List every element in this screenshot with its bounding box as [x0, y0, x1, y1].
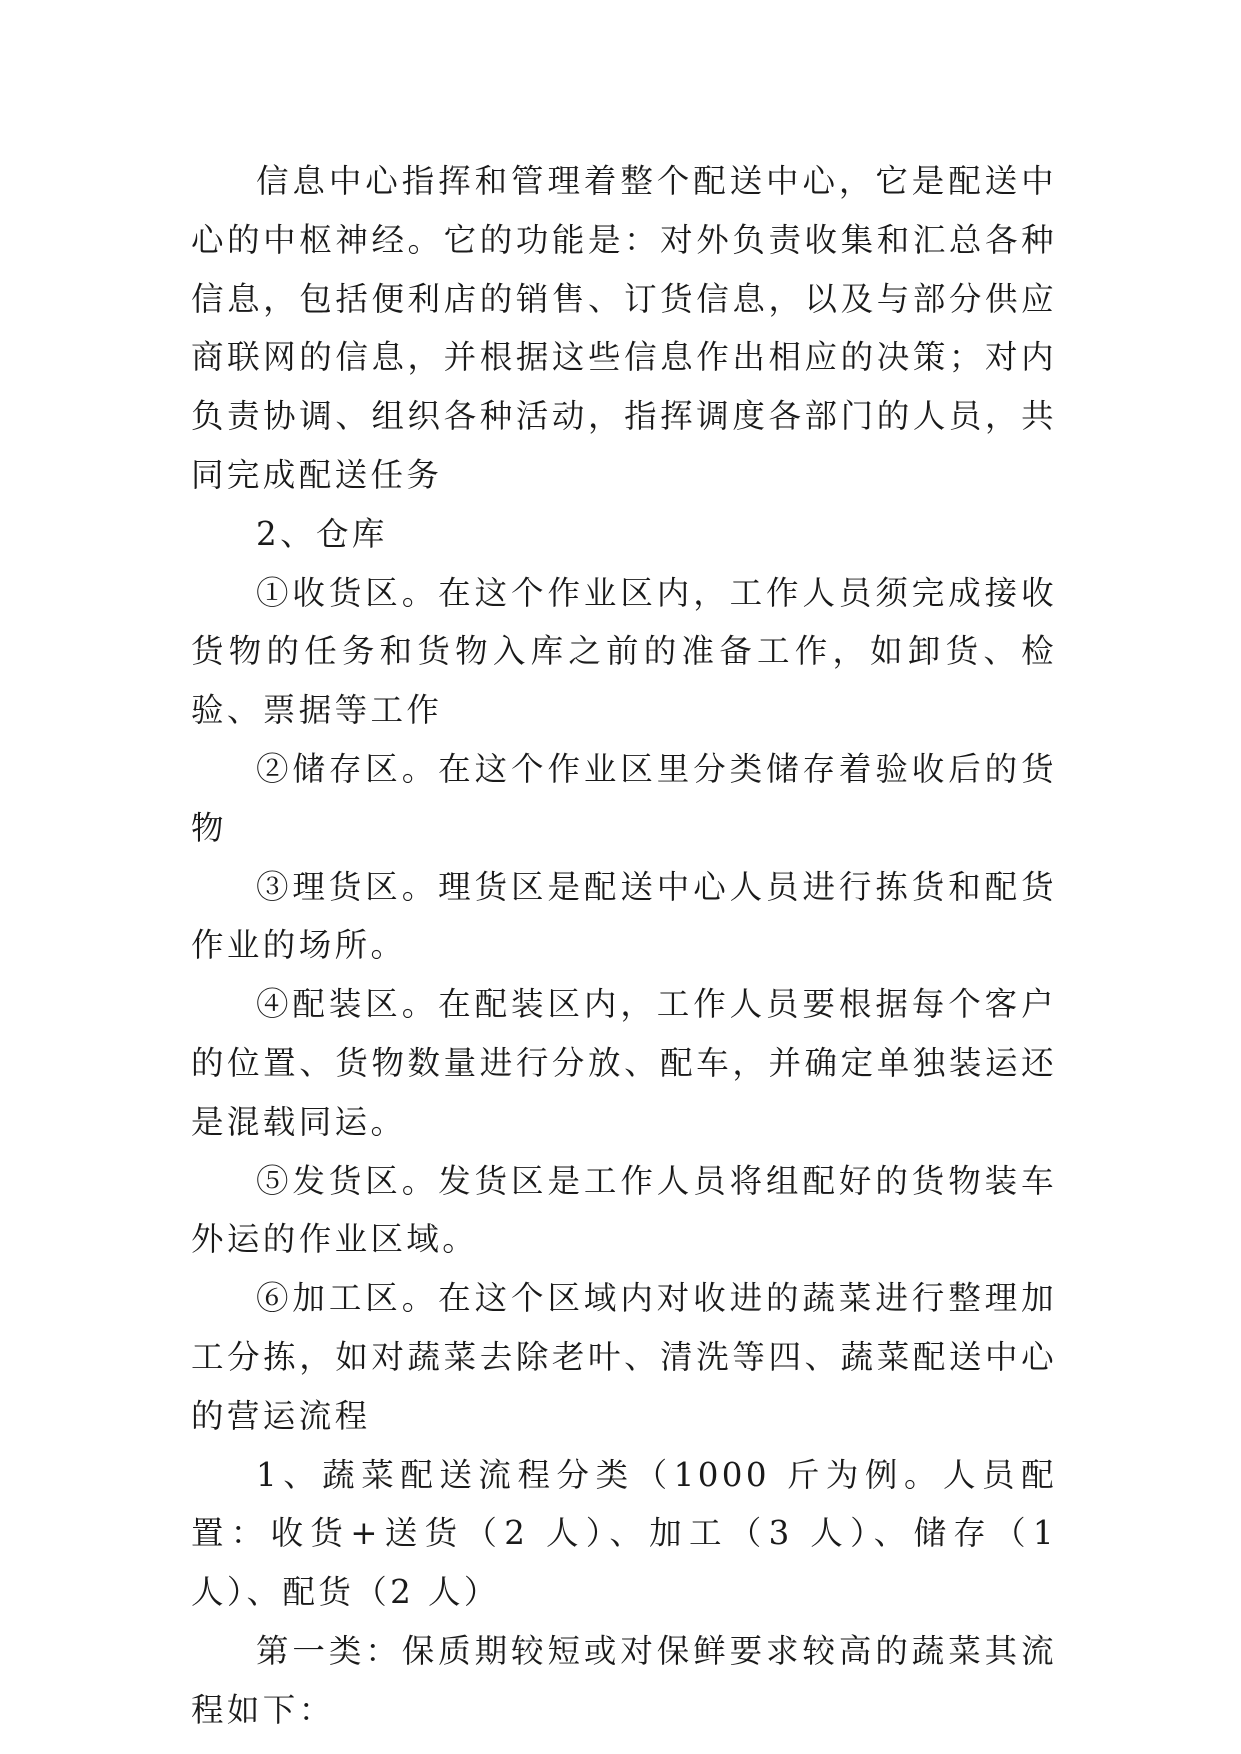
document-body	[191, 152, 1057, 1740]
paragraph-receiving-area: ①收货区。在这个作业区内，工作人员须完成接收货物的任务和货物入库之前的准备工作，如卸货、检验、票据等工作	[191, 573, 1057, 730]
paragraph-first-category: 第一类：保质期较短或对保鲜要求较高的蔬菜其流程如下：	[191, 1631, 1057, 1729]
heading-warehouse: 2、仓库	[256, 514, 388, 553]
paragraph-info-center: 信息中心指挥和管理着整个配送中心，它是配送中心的中枢神经。它的功能是：对外负责收集和汇总各种信息，包括便利店的销售、订货信息，以及与部分供应商联网的信息，并根据这些信息作出相应的决策；对内负责协调、组织各种活动，指挥调度各部门的人员，共同完成配送任务	[191, 162, 1057, 494]
paragraph-processing-area: ⑥加工区。在这个区域内对收进的蔬菜进行整理加工分拣，如对蔬菜去除老叶、清洗等四、蔬菜配送中心的营运流程	[191, 1279, 1057, 1435]
paragraph-shipping-area: ⑤发货区。发货区是工作人员将组配好的货物装车外运的作业区域。	[191, 1161, 1057, 1259]
paragraph-flow-classification: 1、蔬菜配送流程分类（1000 斤为例。人员配置：收货+送货（2 人）、加工（3 人）、储存（1 人）、配货（2 人）	[191, 1455, 1057, 1612]
paragraph-loading-area: ④配装区。在配装区内，工作人员要根据每个客户的位置、货物数量进行分放、配车，并确定单独装运还是混载同运。	[191, 985, 1057, 1141]
paragraph-storage-area: ②储存区。在这个作业区里分类储存着验收后的货物	[191, 749, 1057, 847]
paragraph-sorting-area: ③理货区。理货区是配送中心人员进行拣货和配货作业的场所。	[191, 867, 1057, 965]
